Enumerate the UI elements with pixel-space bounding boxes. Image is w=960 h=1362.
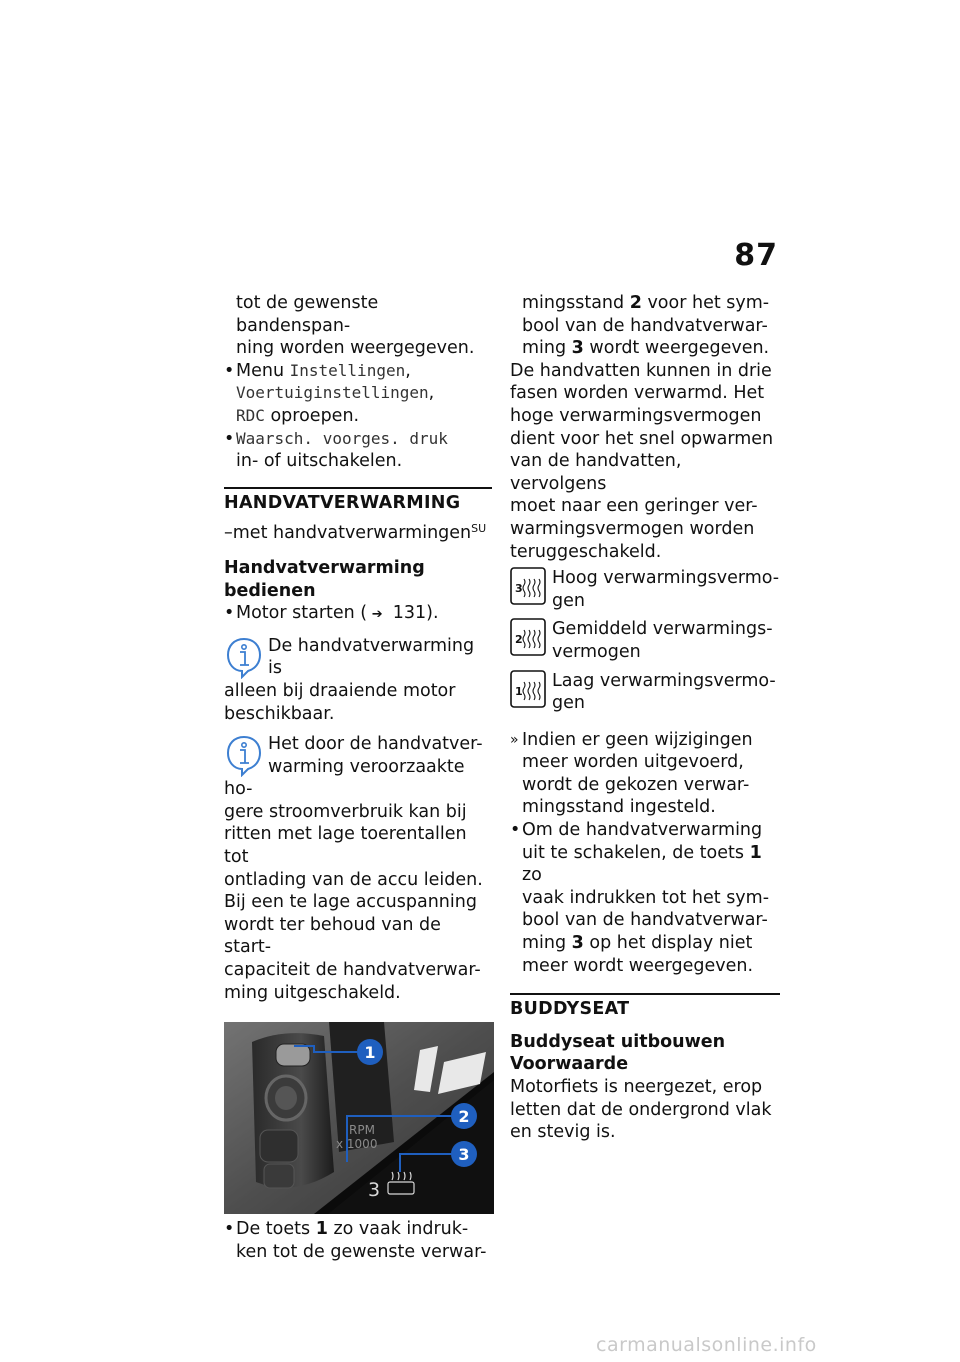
right-column [510,292,780,1144]
text: ken tot de gewenste verwar- [236,1241,487,1262]
text: zo vaak indruk- [327,1219,469,1240]
text-line: Het door de handvatver- [268,734,483,755]
text-line: tot de gewenste bandenspan- [236,293,379,336]
paragraph-heating-phases [510,360,780,563]
text-line: bool van de handvatverwar- [522,315,768,336]
text-line: dient voor het snel opwarmen [510,428,774,449]
menu-item-rdc: RDC [236,405,265,425]
text-line: letten dat de ondergrond vlak [510,1099,772,1120]
option-line [224,518,492,545]
text: Menu [236,360,290,381]
menu-item-waarsch: Waarsch. voorges. druk [236,428,448,448]
text: ming [522,338,572,359]
bullet-press-button [224,1218,492,1263]
subheading: Voorwaarde [510,1054,629,1075]
ref-number: 3 [571,338,584,359]
info-note-2 [224,733,492,1004]
comma: , [428,383,435,404]
text-line: Gemiddeld verwarmings- [552,619,773,640]
page-ref: 131). [392,603,439,624]
ref-number: 1 [749,842,762,863]
heat-level-high [510,567,780,612]
text-line: ning worden weergegeven. [236,338,475,359]
text-line: gen [552,590,585,611]
bullet-warning [224,428,492,473]
comma: , [405,360,411,381]
heat-level-text [552,670,776,715]
text: ming [522,933,572,954]
heat-level-text [552,618,773,663]
note-body [224,801,492,1004]
callout-1-label: 1 [364,1043,376,1063]
text-line: gere stroomverbruik kan bij [224,801,467,822]
text-line: warming veroorzaakte ho- [224,756,465,800]
text-line: wordt de gekozen verwar- [522,774,750,795]
text-line: Motorfiets is neergezet, erop [510,1077,763,1097]
heat-level-medium [510,618,780,663]
text-line: vermogen [552,641,641,662]
heat-level-number: 3 [515,582,523,596]
callout-2-label: 2 [458,1107,470,1127]
section-title-handvatverwarming: HANDVATVERWARMING [224,487,492,515]
text-line: alleen bij draaiende motor [224,680,456,701]
text-line: De handvatverwarming is [268,635,475,679]
text: voor het sym- [641,293,770,313]
callout-3-label: 3 [458,1145,470,1165]
menu-item-voertuiginstellingen: Voertuiginstellingen [236,383,429,403]
text: wordt weergegeven. [583,338,770,359]
ref-number: 1 [315,1219,328,1240]
text: in- of uitschakelen. [236,451,403,472]
text-line: Bij een te lage accuspanning [224,892,477,913]
text-line: meer worden uitgevoerd, [522,752,744,773]
bullet-start [224,602,492,627]
text: zo [522,865,542,886]
text-line [510,337,780,360]
result-item [510,729,780,819]
page-ref-arrow-icon: ➔ [371,607,383,623]
text-line: meer wordt weergegeven. [522,955,754,976]
text-line: Indien er geen wijzigingen [522,729,753,750]
heat-level-1-icon [510,670,546,708]
text: De toets [236,1219,316,1240]
heat-level-number: 1 [515,684,523,698]
text-line: capaciteit de handvatverwar- [224,960,481,981]
text-line: ming uitgeschakeld. [224,982,401,1003]
text: uit te schakelen, de toets [522,842,750,863]
text-line: mingsstand ingesteld. [522,797,716,818]
text-line: beschikbaar. [224,703,335,724]
heat-level-number: 2 [515,633,523,647]
footer-watermark: carmanualsonline.info [596,1334,817,1356]
text-line: Hoog verwarmingsvermo- [552,568,780,589]
text-line: teruggeschakeld. [510,541,662,562]
text-line: gen [552,693,585,714]
text-line [522,842,780,887]
text-line: wordt ter behoud van de start- [224,914,441,958]
text-line: vaak indrukken tot het sym- [522,887,770,908]
heat-level-2-icon [510,618,546,656]
info-note-1 [224,635,492,725]
text-line: De handvatten kunnen in drie [510,360,772,381]
option-sup: SU [471,522,487,536]
result-marker: » [510,731,519,748]
text-line: • Om de handvatverwarming [522,820,763,841]
text-line: en stevig is. [510,1122,616,1143]
text-line: ritten met lage toerentallen tot [224,824,467,868]
subheading: Buddyseat uitbouwen [510,1031,726,1052]
bullet-switch-off [510,819,780,977]
heat-level-value: 3 [368,1179,381,1202]
handlebar-illustration [224,1022,494,1214]
text: oproepen. [264,405,360,426]
rpm-label: RPM [349,1123,375,1138]
text-line: moet naar een geringer ver- [510,496,758,517]
text: op het display niet [583,933,753,954]
text: Motor starten ( [236,603,368,624]
heat-level-text [552,567,779,612]
text: mingsstand [522,293,630,313]
ref-number: 3 [571,933,584,954]
text-line: van de handvatten, vervolgens [510,451,682,494]
ref-number: 2 [629,293,642,313]
left-column [224,292,492,1263]
section-title-buddyseat: BUDDYSEAT [510,993,780,1021]
handlebar-photo [224,1022,494,1214]
text-line [522,932,780,955]
heat-level-low [510,670,780,715]
info-icon [224,635,264,679]
text-line: ontlading van de accu leiden. [224,869,483,890]
text-line [510,292,780,315]
page-number: 87 [734,238,778,273]
option-text: –met handvatverwarmingen [224,523,472,544]
text-line: bool van de handvatverwar- [522,910,768,931]
text-line: fasen worden verwarmd. Het [510,383,765,404]
heat-level-3-icon [510,567,546,605]
text-line: warmingsvermogen worden [510,518,755,539]
text-line: Laag verwarmingsvermo- [552,670,776,691]
rpm-unit: x 1000 [336,1137,378,1152]
info-icon [224,733,264,777]
menu-item-instellingen: Instellingen [289,360,406,380]
text-line: hoge verwarmingsvermogen [510,405,762,426]
subheading: Handvatverwarming bedienen [224,557,425,601]
bullet-menu [224,360,492,428]
